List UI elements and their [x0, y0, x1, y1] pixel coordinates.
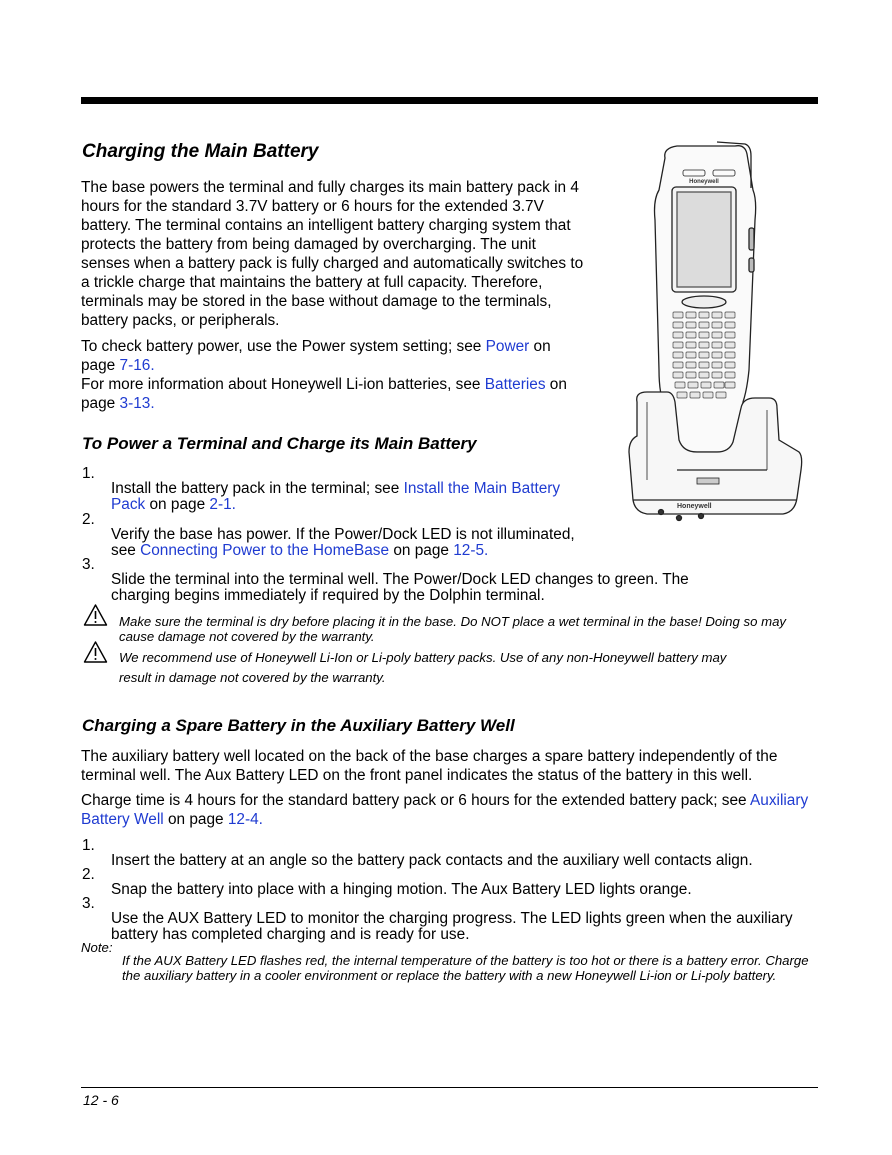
section-title-power-terminal: To Power a Terminal and Charge its Main Battery — [82, 434, 477, 453]
step-number: 1. — [82, 465, 95, 482]
connecting-power-link[interactable]: Connecting Power to the HomeBase — [140, 542, 390, 560]
step-number: 2. — [82, 866, 95, 883]
batteries-reference: For more information about Honeywell Li-ion batteries, see Batteries on page 3-13. — [81, 376, 567, 412]
section-title-spare-battery: Charging a Spare Battery in the Auxiliary Battery Well — [82, 716, 515, 735]
aux-step-1: Insert the battery at an angle so the battery pack contacts and the auxiliary well contacts align. — [111, 852, 753, 870]
aux-well-paragraph: The auxiliary battery well located on the back of the base charges a spare battery independently of the terminal well. The Aux Battery LED on the front panel indicates the status of the battery in this well. — [81, 748, 778, 784]
header-rule — [81, 97, 818, 104]
step-number: 3. — [82, 895, 95, 912]
install-main-battery-page-link[interactable]: 2-1. — [209, 496, 236, 514]
note-label: Note: — [81, 940, 113, 955]
aux-step-2: Snap the battery into place with a hinging motion. The Aux Battery LED lights orange. — [111, 881, 692, 899]
batteries-page-link[interactable]: 3-13. — [119, 395, 155, 412]
step-1-install-battery: Install the battery pack in the terminal; see Install the Main Battery Pack on page 2-1. — [111, 480, 561, 514]
install-main-battery-link[interactable]: Install the Main Battery Pack — [111, 480, 561, 514]
power-link[interactable]: Power — [485, 338, 530, 355]
caution-icon — [83, 640, 108, 664]
device-brand-label: Honeywell — [689, 179, 719, 185]
note-text: If the AUX Battery LED flashes red, the internal temperature of the battery is too hot or there is a battery error. Charge the auxiliary battery in a cooler environment or replace the battery with a new Honeywell Li-ion or Li-poly battery. — [122, 953, 809, 984]
caution-battery-packs-line2: result in damage not covered by the warranty. — [119, 670, 386, 686]
step-3-slide-terminal: Slide the terminal into the terminal well. The Power/Dock LED changes to green. The charging begins immediately if required by the Dolphin terminal. — [111, 571, 689, 605]
batteries-link[interactable]: Batteries — [484, 376, 546, 393]
step-number: 2. — [82, 511, 95, 528]
intro-paragraph: The base powers the terminal and fully charges its main battery pack in 4 hours for the standard 3.7V battery or 6 hours for the extended 3.7V battery. The terminal contains an intelligent battery charging system that protects the battery from being damaged by overcharging. The unit senses when a battery pack is fully charged and automatically switches to a trickle charge that maintains the battery at full capacity. Therefore, terminals may be stored in the base without damage to the terminals, battery packs, or peripherals. — [81, 179, 584, 329]
section-title-charging-main-battery: Charging the Main Battery — [82, 141, 319, 162]
charge-time-paragraph: Charge time is 4 hours for the standard battery pack or 6 hours for the extended battery pack; see Auxiliary Battery Well on page 12-4. — [81, 792, 809, 828]
footer-rule — [81, 1087, 818, 1088]
caution-icon — [83, 603, 108, 627]
power-page-link[interactable]: 7-16. — [119, 357, 155, 374]
step-number: 1. — [82, 837, 95, 854]
power-reference: To check battery power, use the Power system setting; see Power on page 7-16. — [81, 338, 551, 374]
page-number: 12 - 6 — [83, 1092, 119, 1108]
dolphin-terminal-in-homebase-illustration — [617, 140, 817, 560]
step-2-verify-power: Verify the base has power. If the Power/Dock LED is not illuminated, see Connecting Power to the HomeBase on page 12-5. — [111, 526, 575, 560]
auxiliary-battery-well-page-link[interactable]: 12-4. — [227, 811, 263, 828]
aux-step-3: Use the AUX Battery LED to monitor the charging progress. The LED lights green when the auxiliary battery has completed charging and is ready for use. — [111, 910, 793, 944]
base-brand-label: Honeywell — [677, 503, 712, 510]
caution-wet-terminal: Make sure the terminal is dry before placing it in the base. Do NOT place a wet terminal in the base! Doing so may cause damage not covered by the warranty. — [119, 614, 787, 645]
connecting-power-page-link[interactable]: 12-5. — [453, 542, 489, 560]
auxiliary-battery-well-link[interactable]: Auxiliary Battery Well — [81, 792, 809, 828]
step-number: 3. — [82, 556, 95, 573]
caution-battery-packs-line1: We recommend use of Honeywell Li-Ion or Li-poly battery packs. Use of any non-Honeywell battery may — [119, 650, 727, 666]
